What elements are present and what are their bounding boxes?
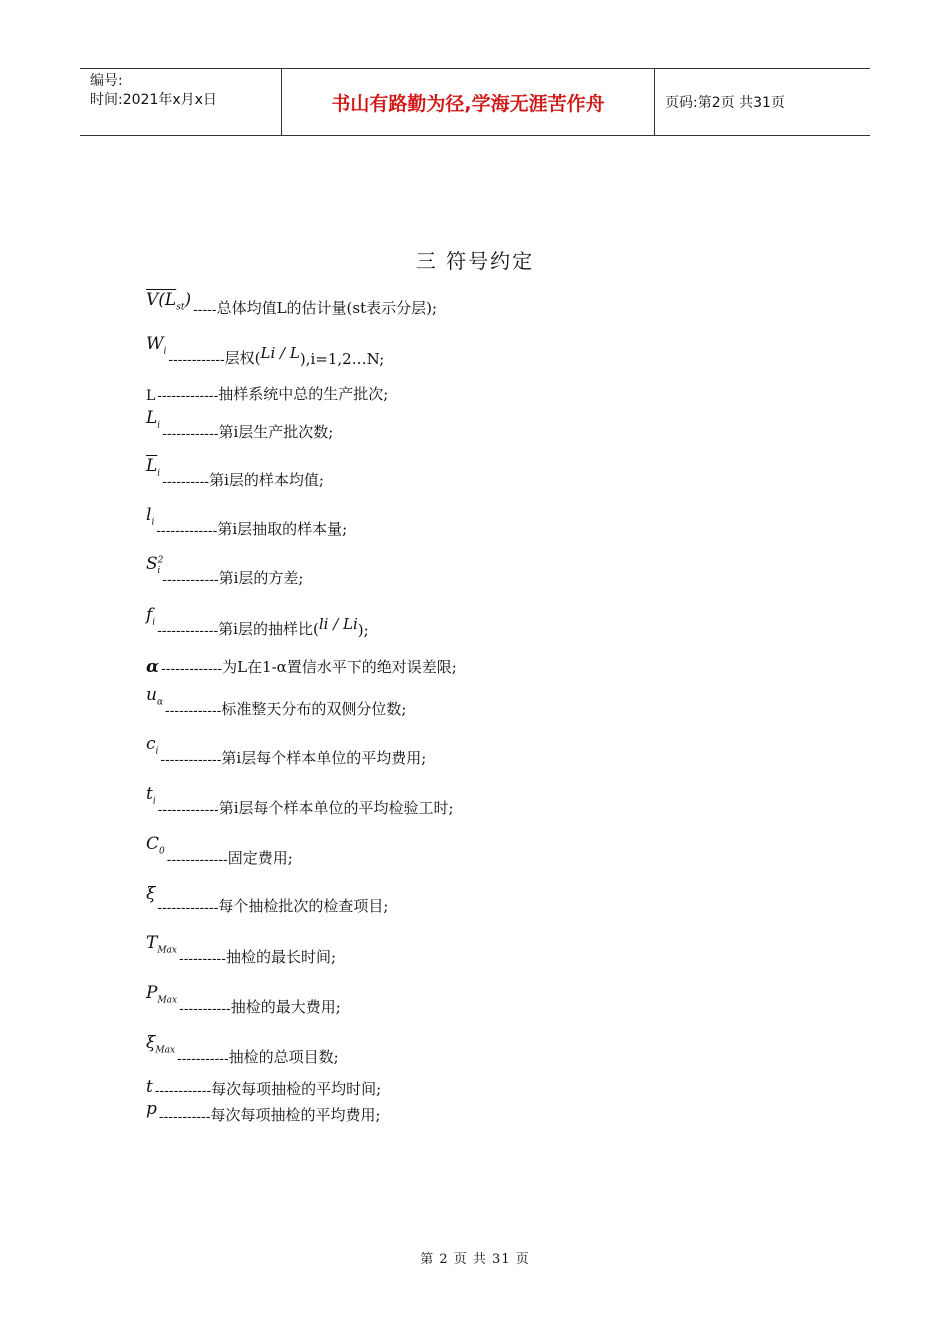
description: 总体均值L的估计量(st表示分层); xyxy=(216,299,438,318)
symbol-entry xyxy=(146,884,389,916)
symbol-entry xyxy=(146,834,293,869)
symbol: $\overline{L}_i$ xyxy=(146,456,161,479)
section-title: 三 符号约定 xyxy=(415,249,535,273)
symbol: $l_i$ xyxy=(146,505,155,528)
description: 每次每项抽检的平均时间; xyxy=(211,1080,382,1098)
dash-separator: ------------ xyxy=(154,1084,212,1099)
dash-separator: ----------- xyxy=(179,1002,231,1018)
symbol-entry xyxy=(146,656,457,677)
symbol-entry xyxy=(146,1078,381,1099)
description: 抽样系统中总的生产批次; xyxy=(218,385,389,403)
description-tail: ); xyxy=(357,621,369,640)
symbol-entry xyxy=(146,408,334,443)
symbol: $P_{Max}$ xyxy=(146,983,178,1006)
symbol-entry xyxy=(146,554,304,589)
dash-separator: ------------- xyxy=(157,803,219,819)
symbol: $u_\alpha$ xyxy=(146,685,164,708)
description: 为L在1-α置信水平下的绝对误差限; xyxy=(222,658,457,676)
dash-separator: ------------- xyxy=(166,853,228,869)
dash-separator: ------------ xyxy=(165,704,222,720)
symbol: $\xi_{Max}$ xyxy=(146,1033,176,1056)
description: 固定费用; xyxy=(227,849,293,868)
symbol: $W_i$ xyxy=(146,334,167,357)
dash-separator: ------------- xyxy=(157,389,219,404)
dash-separator: ------------- xyxy=(157,901,219,916)
dash-separator: ----------- xyxy=(158,1110,211,1125)
symbol: L xyxy=(146,388,156,404)
description: 第i层生产批次数; xyxy=(218,423,334,442)
description-tail: ),i=1,2…N; xyxy=(299,350,385,369)
symbol-entry xyxy=(146,1033,339,1068)
fraction: li / Li xyxy=(318,615,358,634)
symbol-entry xyxy=(146,685,407,720)
description: 抽检的最大费用; xyxy=(230,998,341,1017)
symbol-entry xyxy=(146,505,348,540)
description: 第i层每个样本单位的平均费用; xyxy=(221,749,427,768)
dash-separator: ------------- xyxy=(161,662,223,677)
description: 抽检的总项目数; xyxy=(228,1048,339,1067)
symbol: $L_i$ xyxy=(146,408,161,431)
dash-separator: ------------ xyxy=(162,427,219,443)
time-label: 时间:2021年x月x日 xyxy=(90,92,217,108)
symbol: $V(L_{st})$ xyxy=(146,290,192,313)
dash-separator: ------------- xyxy=(157,624,219,640)
symbol-entry xyxy=(146,734,427,769)
symbol: $t_i$ xyxy=(146,784,156,807)
symbol-entry xyxy=(146,933,336,968)
description: 第i层的抽样比( xyxy=(218,620,319,639)
symbol-entry xyxy=(146,983,341,1018)
header-meta xyxy=(80,69,282,135)
dash-separator: ------------ xyxy=(162,573,219,589)
description: 标准整天分布的双侧分位数; xyxy=(221,700,407,719)
description: 每次每项抽检的平均费用; xyxy=(210,1106,381,1124)
symbol: $c_i$ xyxy=(146,734,159,757)
page-header xyxy=(80,68,870,136)
symbol: $S^2_i$ xyxy=(146,554,164,577)
fraction: Li / L xyxy=(260,344,300,363)
symbol: $C_0$ xyxy=(146,834,165,857)
header-motto: 书山有路勤为径,学海无涯苦作舟 xyxy=(282,69,655,135)
description: 第i层抽取的样本量; xyxy=(217,520,348,539)
code-label: 编号: xyxy=(90,73,123,89)
dash-separator: ----------- xyxy=(177,1052,229,1068)
description: 抽检的最长时间; xyxy=(225,948,336,967)
header-page-info: 页码:第2页 共31页 xyxy=(665,95,785,111)
alpha-symbol: α xyxy=(146,657,160,677)
symbol: $f_i$ xyxy=(146,605,156,628)
symbol-entry xyxy=(146,605,369,640)
dash-separator: ---------- xyxy=(179,952,226,968)
dash-separator: ------------ xyxy=(168,353,225,369)
dash-separator: ---------- xyxy=(162,475,210,491)
symbol-entry xyxy=(146,456,324,491)
symbol-entry xyxy=(146,290,438,319)
description: 第i层的样本均值; xyxy=(209,471,324,490)
description: 第i层每个样本单位的平均检验工时; xyxy=(218,799,454,818)
symbol: t xyxy=(146,1077,153,1097)
symbol-entry xyxy=(146,383,388,404)
dash-separator: ----- xyxy=(193,303,217,319)
symbol: p xyxy=(146,1099,157,1119)
description: 第i层的方差; xyxy=(218,569,304,588)
description: 每个抽检批次的检查项目; xyxy=(218,897,389,915)
dash-separator: ------------- xyxy=(156,524,218,540)
xi-symbol: ξ xyxy=(146,884,156,904)
description: 层权( xyxy=(224,349,261,368)
page-footer: 第 2 页 共 31 页 xyxy=(420,1252,530,1267)
symbol: $T_{Max}$ xyxy=(146,933,178,956)
symbol-entry xyxy=(146,334,385,369)
dash-separator: ------------- xyxy=(160,753,222,769)
symbol-entry xyxy=(146,784,454,819)
symbol-entry xyxy=(146,1099,381,1125)
